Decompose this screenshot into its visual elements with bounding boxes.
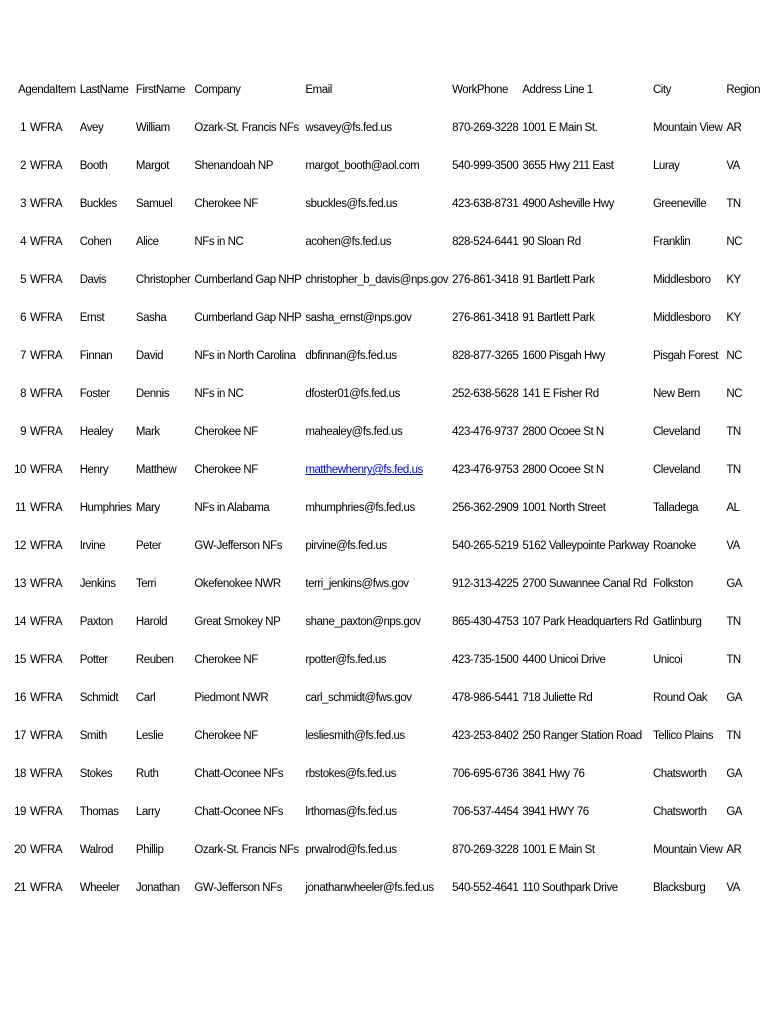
- table-row: [10, 679, 770, 717]
- cell-item-number: 3: [20, 198, 27, 210]
- cell-work-phone: 828-877-3265: [452, 350, 519, 362]
- cell-last-name: Irvine: [79, 540, 106, 552]
- cell-address: 718 Juliette Rd: [522, 692, 593, 704]
- cell-company: GW-Jefferson NFs: [194, 882, 282, 894]
- cell-first-name: Christopher: [135, 274, 191, 286]
- cell-address: 2800 Ocoee St N: [522, 464, 604, 476]
- cell-agenda: WFRA: [30, 540, 63, 552]
- email-text: rpotter@fs.fed.us: [305, 654, 387, 666]
- cell-item-number: 16: [14, 692, 27, 704]
- table-row: [10, 793, 770, 831]
- cell-city: Tellico Plains: [652, 730, 714, 742]
- cell-company: Piedmont NWR: [194, 692, 269, 704]
- cell-first-name: Larry: [135, 806, 160, 818]
- cell-region: AL: [726, 502, 740, 514]
- cell-item-number: 8: [20, 388, 27, 400]
- cell-company: Shenandoah NP: [194, 160, 273, 172]
- cell-last-name: Humphries: [79, 502, 132, 514]
- email-text: pirvine@fs.fed.us: [305, 540, 387, 552]
- cell-address: 2700 Suwannee Canal Rd: [522, 578, 647, 590]
- cell-city: Talladega: [652, 502, 699, 514]
- email-text: sbuckles@fs.fed.us: [305, 198, 398, 210]
- cell-agenda: WFRA: [30, 654, 63, 666]
- cell-work-phone: 276-861-3418: [452, 274, 519, 286]
- cell-first-name: William: [135, 122, 170, 134]
- cell-work-phone: 478-986-5441: [452, 692, 519, 704]
- cell-work-phone: 828-524-6441: [452, 236, 519, 248]
- cell-address: 110 Southpark Drive: [522, 882, 618, 894]
- cell-region: GA: [726, 578, 743, 590]
- cell-company: Ozark-St. Francis NFs: [194, 844, 299, 856]
- cell-email: [303, 603, 450, 641]
- cell-city: Franklin: [652, 236, 691, 248]
- email-text: wsavey@fs.fed.us: [305, 122, 392, 134]
- cell-last-name: Booth: [79, 160, 108, 172]
- cell-agenda: WFRA: [30, 578, 63, 590]
- cell-last-name: Thomas: [79, 806, 119, 818]
- header-last-name: LastName: [79, 84, 129, 96]
- cell-last-name: Davis: [79, 274, 107, 286]
- email-text: terri_jenkins@fws.gov: [305, 578, 409, 590]
- table-header: [10, 71, 770, 109]
- cell-address: 5162 Valleypointe Parkway: [522, 540, 649, 552]
- cell-agenda: WFRA: [30, 312, 63, 324]
- cell-first-name: Dennis: [135, 388, 170, 400]
- cell-email: [303, 147, 450, 185]
- cell-item-number: 4: [20, 236, 27, 248]
- cell-company: Cumberland Gap NHP: [194, 312, 302, 324]
- cell-last-name: Cohen: [79, 236, 112, 248]
- cell-city: Round Oak: [652, 692, 708, 704]
- header-company: Company: [194, 84, 241, 96]
- cell-address: 1001 North Street: [522, 502, 606, 514]
- cell-company: Great Smokey NP: [194, 616, 281, 628]
- table-row: [10, 299, 770, 337]
- header-first-name: FirstName: [135, 84, 185, 96]
- cell-city: Unicoi: [652, 654, 683, 666]
- cell-item-number: 1: [20, 122, 27, 134]
- cell-region: GA: [726, 806, 743, 818]
- cell-email: [303, 109, 450, 147]
- cell-work-phone: 870-269-3228: [452, 844, 519, 856]
- header-region: Region: [726, 84, 761, 96]
- cell-address: 107 Park Headquarters Rd: [522, 616, 649, 628]
- cell-email: [303, 451, 450, 489]
- cell-address: 4400 Unicoi Drive: [522, 654, 606, 666]
- cell-last-name: Potter: [79, 654, 108, 666]
- cell-agenda: WFRA: [30, 274, 63, 286]
- email-text: carl_schmidt@fws.gov: [305, 692, 412, 704]
- cell-company: Okefenokee NWR: [194, 578, 281, 590]
- cell-agenda: WFRA: [30, 464, 63, 476]
- cell-first-name: Carl: [135, 692, 156, 704]
- email-text: shane_paxton@nps.gov: [305, 616, 421, 628]
- cell-email: [303, 337, 450, 375]
- cell-agenda: WFRA: [30, 350, 63, 362]
- cell-email: [303, 261, 450, 299]
- cell-agenda: WFRA: [30, 882, 63, 894]
- table-row: [10, 755, 770, 793]
- cell-email: [303, 755, 450, 793]
- cell-region: TN: [726, 616, 741, 628]
- cell-agenda: WFRA: [30, 122, 63, 134]
- cell-agenda: WFRA: [30, 388, 63, 400]
- header-agenda-item: AgendaItem: [18, 84, 76, 96]
- cell-email: [303, 489, 450, 527]
- cell-item-number: 10: [14, 464, 27, 476]
- cell-last-name: Foster: [79, 388, 110, 400]
- cell-item-number: 18: [14, 768, 27, 780]
- cell-last-name: Jenkins: [79, 578, 116, 590]
- cell-first-name: Ruth: [135, 768, 159, 780]
- cell-company: NFs in NC: [194, 388, 244, 400]
- table-row: [10, 413, 770, 451]
- cell-agenda: WFRA: [30, 806, 63, 818]
- cell-first-name: Reuben: [135, 654, 174, 666]
- cell-first-name: Mary: [135, 502, 160, 514]
- cell-city: Chatsworth: [652, 806, 707, 818]
- table-row: [10, 641, 770, 679]
- cell-region: VA: [726, 160, 740, 172]
- table-row: [10, 565, 770, 603]
- cell-address: 91 Bartlett Park: [522, 274, 595, 286]
- cell-region: GA: [726, 692, 743, 704]
- header-city: City: [652, 84, 671, 96]
- cell-work-phone: 256-362-2909: [452, 502, 519, 514]
- cell-email: [303, 185, 450, 223]
- cell-email: [303, 565, 450, 603]
- cell-work-phone: 870-269-3228: [452, 122, 519, 134]
- cell-item-number: 17: [14, 730, 27, 742]
- cell-region: NC: [726, 236, 743, 248]
- cell-email: [303, 869, 450, 907]
- cell-agenda: WFRA: [30, 236, 63, 248]
- cell-last-name: Paxton: [79, 616, 113, 628]
- cell-last-name: Buckles: [79, 198, 117, 210]
- cell-first-name: Samuel: [135, 198, 173, 210]
- cell-work-phone: 423-476-9753: [452, 464, 519, 476]
- email-text: jonathanwheeler@fs.fed.us: [305, 882, 434, 894]
- cell-last-name: Wheeler: [79, 882, 120, 894]
- cell-city: Blacksburg: [652, 882, 706, 894]
- cell-work-phone: 706-537-4454: [452, 806, 519, 818]
- cell-city: Mountain View: [652, 122, 723, 134]
- table-body: [10, 109, 770, 907]
- cell-city: Greeneville: [652, 198, 707, 210]
- cell-address: 1001 E Main St: [522, 844, 595, 856]
- cell-first-name: Peter: [135, 540, 162, 552]
- cell-address: 91 Bartlett Park: [522, 312, 595, 324]
- cell-address: 141 E Fisher Rd: [522, 388, 599, 400]
- header-address: Address Line 1: [522, 84, 593, 96]
- cell-work-phone: 423-638-8731: [452, 198, 519, 210]
- email-text: dbfinnan@fs.fed.us: [305, 350, 397, 362]
- cell-first-name: Mark: [135, 426, 160, 438]
- cell-region: TN: [726, 198, 741, 210]
- email-text: dfoster01@fs.fed.us: [305, 388, 400, 400]
- email-text: prwalrod@fs.fed.us: [305, 844, 397, 856]
- cell-company: Cherokee NF: [194, 198, 258, 210]
- cell-item-number: 20: [14, 844, 27, 856]
- cell-email: [303, 717, 450, 755]
- cell-work-phone: 912-313-4225: [452, 578, 519, 590]
- cell-first-name: Leslie: [135, 730, 164, 742]
- cell-first-name: Margot: [135, 160, 169, 172]
- table-row: [10, 831, 770, 869]
- cell-item-number: 7: [20, 350, 27, 362]
- cell-agenda: WFRA: [30, 502, 63, 514]
- cell-last-name: Stokes: [79, 768, 113, 780]
- cell-work-phone: 540-999-3500: [452, 160, 519, 172]
- cell-email: [303, 223, 450, 261]
- cell-region: AR: [726, 844, 742, 856]
- cell-work-phone: 865-430-4753: [452, 616, 519, 628]
- cell-agenda: WFRA: [30, 160, 63, 172]
- cell-item-number: 14: [14, 616, 27, 628]
- table-row: [10, 603, 770, 641]
- cell-city: Folkston: [652, 578, 693, 590]
- cell-agenda: WFRA: [30, 844, 63, 856]
- cell-email: [303, 831, 450, 869]
- cell-region: AR: [726, 122, 742, 134]
- cell-address: 3841 Hwy 76: [522, 768, 585, 780]
- roster-table: [10, 71, 770, 907]
- cell-company: NFs in Alabama: [194, 502, 270, 514]
- cell-company: Cumberland Gap NHP: [194, 274, 302, 286]
- cell-work-phone: 423-253-8402: [452, 730, 519, 742]
- cell-city: Cleveland: [652, 426, 701, 438]
- cell-first-name: Terri: [135, 578, 157, 590]
- cell-email: [303, 375, 450, 413]
- table-row: [10, 451, 770, 489]
- email-text: rbstokes@fs.fed.us: [305, 768, 396, 780]
- cell-agenda: WFRA: [30, 616, 63, 628]
- cell-first-name: Phillip: [135, 844, 164, 856]
- cell-last-name: Schmidt: [79, 692, 119, 704]
- cell-address: 3941 HWY 76: [522, 806, 589, 818]
- cell-work-phone: 540-552-4641: [452, 882, 519, 894]
- cell-company: Chatt-Oconee NFs: [194, 768, 284, 780]
- cell-city: Mountain View: [652, 844, 723, 856]
- header-work-phone: WorkPhone: [452, 84, 508, 96]
- cell-first-name: Harold: [135, 616, 168, 628]
- cell-city: Pisgah Forest: [652, 350, 719, 362]
- cell-agenda: WFRA: [30, 692, 63, 704]
- table-row: [10, 527, 770, 565]
- cell-first-name: Alice: [135, 236, 159, 248]
- email-text: acohen@fs.fed.us: [305, 236, 392, 248]
- cell-item-number: 9: [20, 426, 27, 438]
- cell-city: Middlesboro: [652, 274, 711, 286]
- cell-item-number: 5: [20, 274, 27, 286]
- cell-city: Middlesboro: [652, 312, 711, 324]
- cell-region: NC: [726, 388, 743, 400]
- cell-address: 2800 Ocoee St N: [522, 426, 604, 438]
- cell-address: 250 Ranger Station Road: [522, 730, 642, 742]
- cell-first-name: Jonathan: [135, 882, 180, 894]
- cell-item-number: 11: [14, 502, 27, 514]
- cell-city: Luray: [652, 160, 680, 172]
- cell-address: 3655 Hwy 211 East: [522, 160, 614, 172]
- cell-item-number: 15: [14, 654, 27, 666]
- cell-city: Chatsworth: [652, 768, 707, 780]
- cell-work-phone: 423-735-1500: [452, 654, 519, 666]
- table-row: [10, 109, 770, 147]
- cell-email: [303, 641, 450, 679]
- cell-address: 1001 E Main St.: [522, 122, 598, 134]
- cell-work-phone: 423-476-9737: [452, 426, 519, 438]
- cell-item-number: 19: [14, 806, 27, 818]
- cell-first-name: Matthew: [135, 464, 177, 476]
- cell-last-name: Finnan: [79, 350, 113, 362]
- cell-first-name: David: [135, 350, 164, 362]
- cell-company: GW-Jefferson NFs: [194, 540, 282, 552]
- header-row: [10, 71, 770, 109]
- table-row: [10, 261, 770, 299]
- cell-first-name: Sasha: [135, 312, 167, 324]
- cell-company: NFs in North Carolina: [194, 350, 296, 362]
- cell-item-number: 21: [14, 882, 27, 894]
- table-row: [10, 869, 770, 907]
- header-email: Email: [305, 84, 332, 96]
- cell-region: KY: [726, 312, 741, 324]
- cell-last-name: Smith: [79, 730, 107, 742]
- cell-work-phone: 252-638-5628: [452, 388, 519, 400]
- table-row: [10, 337, 770, 375]
- cell-company: Cherokee NF: [194, 654, 258, 666]
- table-row: [10, 185, 770, 223]
- cell-company: NFs in NC: [194, 236, 244, 248]
- cell-city: Roanoke: [652, 540, 696, 552]
- cell-work-phone: 540-265-5219: [452, 540, 519, 552]
- email-text: christopher_b_davis@nps.gov: [305, 274, 449, 286]
- cell-company: Cherokee NF: [194, 426, 258, 438]
- cell-last-name: Healey: [79, 426, 113, 438]
- email-text: sasha_ernst@nps.gov: [305, 312, 412, 324]
- cell-last-name: Henry: [79, 464, 109, 476]
- cell-agenda: WFRA: [30, 198, 63, 210]
- cell-work-phone: 706-695-6736: [452, 768, 519, 780]
- cell-email: [303, 527, 450, 565]
- cell-agenda: WFRA: [30, 730, 63, 742]
- cell-company: Cherokee NF: [194, 730, 258, 742]
- cell-email: [303, 793, 450, 831]
- cell-region: TN: [726, 426, 741, 438]
- cell-city: Gatlinburg: [652, 616, 702, 628]
- cell-company: Chatt-Oconee NFs: [194, 806, 284, 818]
- cell-region: GA: [726, 768, 743, 780]
- email-text: mhumphries@fs.fed.us: [305, 502, 415, 514]
- cell-last-name: Walrod: [79, 844, 113, 856]
- cell-email: [303, 679, 450, 717]
- table-row: [10, 223, 770, 261]
- cell-region: NC: [726, 350, 743, 362]
- cell-item-number: 2: [20, 160, 27, 172]
- cell-item-number: 12: [14, 540, 27, 552]
- cell-last-name: Ernst: [79, 312, 105, 324]
- cell-city: Cleveland: [652, 464, 701, 476]
- cell-address: 90 Sloan Rd: [522, 236, 581, 248]
- cell-region: VA: [726, 540, 740, 552]
- cell-agenda: WFRA: [30, 768, 63, 780]
- email-link[interactable]: matthewhenry@fs.fed.us: [305, 464, 423, 476]
- table-row: [10, 147, 770, 185]
- cell-company: Cherokee NF: [194, 464, 258, 476]
- table-row: [10, 375, 770, 413]
- cell-agenda: WFRA: [30, 426, 63, 438]
- cell-region: KY: [726, 274, 741, 286]
- cell-region: TN: [726, 730, 741, 742]
- cell-company: Ozark-St. Francis NFs: [194, 122, 299, 134]
- cell-work-phone: 276-861-3418: [452, 312, 519, 324]
- cell-email: [303, 413, 450, 451]
- email-text: margot_booth@aol.com: [305, 160, 420, 172]
- email-text: lesliesmith@fs.fed.us: [305, 730, 405, 742]
- cell-address: 4900 Asheville Hwy: [522, 198, 614, 210]
- cell-region: TN: [726, 654, 741, 666]
- email-text: mahealey@fs.fed.us: [305, 426, 403, 438]
- table-row: [10, 717, 770, 755]
- cell-region: TN: [726, 464, 741, 476]
- cell-city: New Bern: [652, 388, 700, 400]
- cell-item-number: 6: [20, 312, 27, 324]
- email-text: lrthomas@fs.fed.us: [305, 806, 397, 818]
- cell-email: [303, 299, 450, 337]
- cell-item-number: 13: [14, 578, 27, 590]
- cell-last-name: Avey: [79, 122, 104, 134]
- cell-region: VA: [726, 882, 740, 894]
- table-row: [10, 489, 770, 527]
- cell-address: 1600 Pisgah Hwy: [522, 350, 606, 362]
